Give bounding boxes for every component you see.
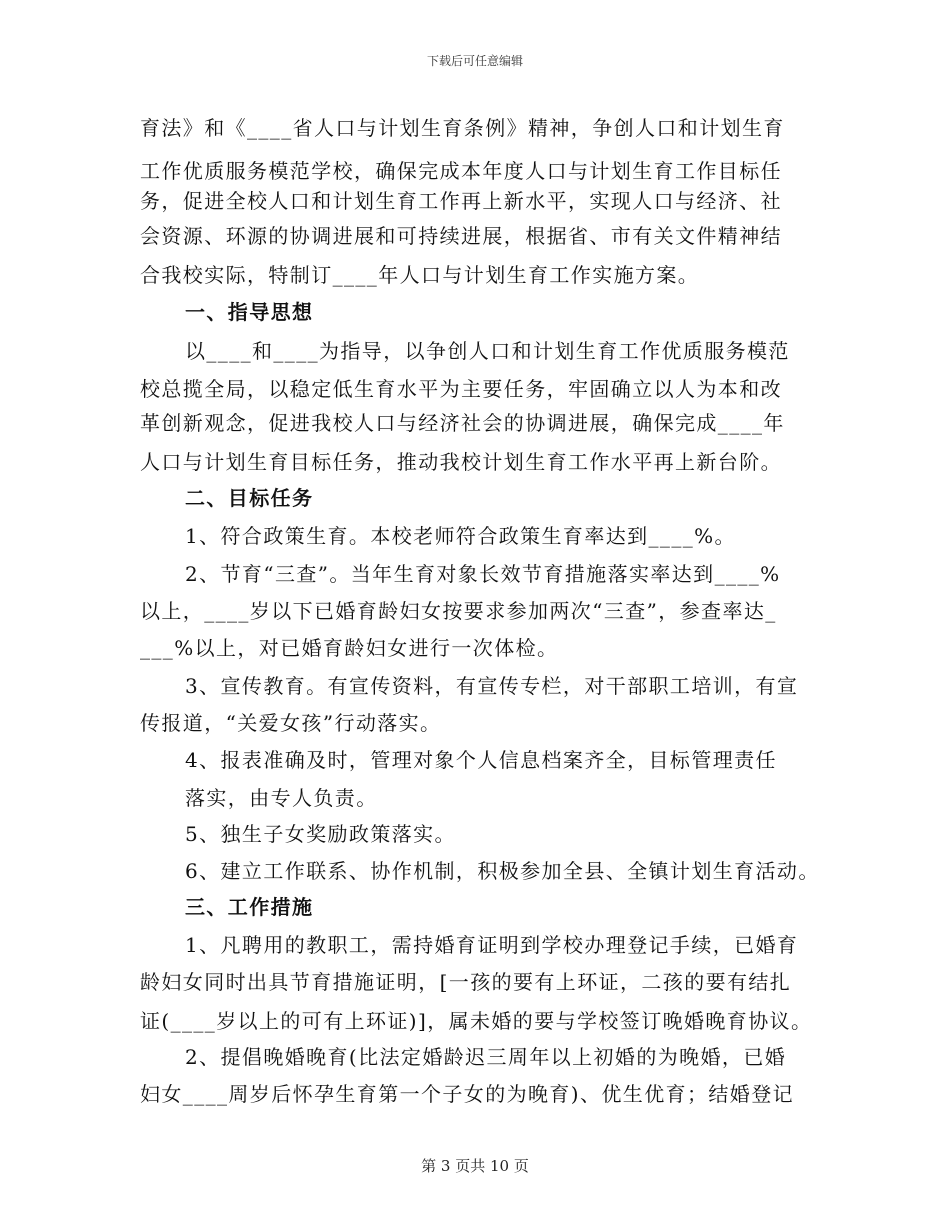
page-header: 下载后可任意编辑 [426,54,523,68]
list-item: 6、建立工作联系、协作机制，积极参加全县、全镇计划生育活动。 [185,859,820,883]
paragraph-line: 证(____岁以上的可有上环证)]，属未婚的要与学校签订晚婚晚育协议。 [140,1009,813,1033]
section-heading-guiding-ideology: 一、指导思想 [185,300,314,324]
paragraph-line: 育法》和《____省人口与计划生育条例》精神，争创人口和计划生育 [140,116,785,140]
section-heading-objectives: 二、目标任务 [185,486,314,510]
paragraph-line: 校总揽全局，以稳定低生育水平为主要任务，牢固确立以人为本和改 [140,377,782,401]
page-number: 第 3 页共 10 页 [421,1157,529,1175]
paragraph-line: 以____和____为指导，以争创人口和计划生育工作优质服务模范 [185,339,790,363]
list-item: 4、报表准确及时，管理对象个人信息档案齐全，目标管理责任 [185,748,777,772]
list-item: 1、符合政策生育。本校老师符合政策生育率达到____%。 [185,524,736,548]
paragraph-line: ___%以上，对已婚育龄妇女进行一次体检。 [140,636,559,660]
paragraph-line: 会资源、环源的协调进展和可持续进展，根据省、市有关文件精神结 [140,224,782,248]
paragraph-line: 革创新观念，促进我校人口与经济社会的协调进展，确保完成____年 [140,411,785,435]
paragraph-line: 传报道，“关爱女孩”行动落实。 [140,711,442,735]
paragraph-line: 务，促进全校人口和计划生育工作再上新水平，实现人口与经济、社 [140,189,782,213]
section-heading-measures: 三、工作措施 [185,895,314,919]
paragraph-line: 落实，由专人负责。 [185,786,378,810]
paragraph-line: 人口与计划生育目标任务，推动我校计划生育工作水平再上新台阶。 [140,450,782,474]
list-item: 1、凡聘用的教职工，需持婚育证明到学校办理登记手续，已婚育 [185,933,799,957]
list-item: 2、节育“三查”。当年生育对象长效节育措施落实率达到____% [185,562,781,586]
paragraph-line: 合我校实际，特制订____年人口与计划生育工作实施方案。 [140,263,700,287]
list-item: 5、独生子女奖励政策落实。 [185,822,456,846]
list-item: 2、提倡晚婚晚育(比法定婚龄迟三周年以上初婚的为晚婚，已婚 [185,1045,787,1069]
paragraph-line: 工作优质服务模范学校，确保完成本年度人口与计划生育工作目标任 [140,159,782,183]
paragraph-line: 妇女____周岁后怀孕生育第一个子女的为晚育)、优生优育；结婚登记 [140,1082,795,1106]
paragraph-line: 龄妇女同时出具节育措施证明，[一孩的要有上环证，二孩的要有结扎 [140,970,792,994]
paragraph-line: 以上，____岁以下已婚育龄妇女按要求参加两次“三查”，参查率达_ [140,599,777,623]
list-item: 3、宣传教育。有宣传资料，有宣传专栏，对干部职工培训，有宣 [185,674,799,698]
